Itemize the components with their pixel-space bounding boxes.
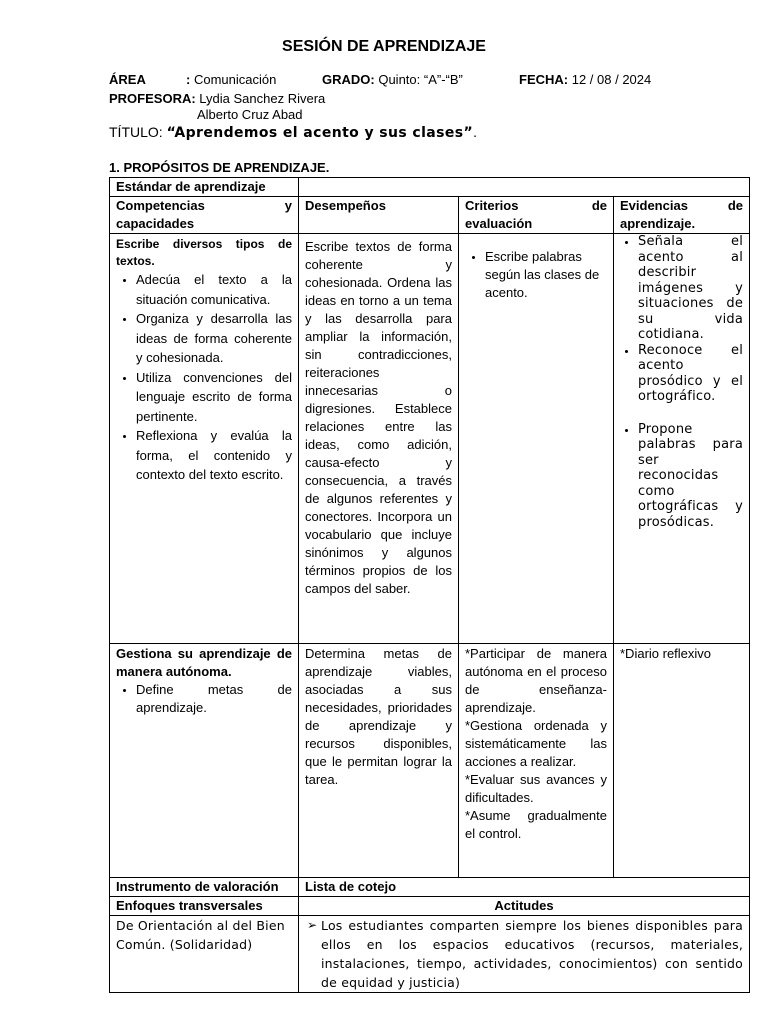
propositos-table [109,177,750,993]
profesora-second: Alberto Cruz Abad [197,107,303,122]
list-item: • Reflexiona y evalúa la forma, el contenido y contexto del texto escrito. [136,426,292,485]
header-evidencias: Evidencias de aprendizaje. [614,197,750,234]
actitud-cell [299,916,750,993]
desempeno-cell-2: Determina metas de aprendizaje viables, asociadas a sus necesidades, prioridades de aprendizaje y recursos disponibles, que le permitan lograr la tarea. [299,644,459,878]
header-criterios: Criterios de evaluación [459,197,614,234]
profesora-field: PROFESORA: Lydia Sanchez Rivera [109,91,326,106]
estandar-value-cell [299,178,750,197]
list-item: • Organiza y desarrolla las ideas de forma coherente y cohesionada. [136,309,292,368]
evidencias-cell-1 [614,234,750,644]
header-competencias: Competencias y capacidades [110,197,299,234]
list-item: • Reconoce el acento prosódico y el ortográfico. [638,343,743,405]
criterio-cell-2 [459,644,614,878]
page-title: SESIÓN DE APRENDIZAJE [282,38,486,55]
competencia-cell-1 [110,234,299,644]
criterio-line: *Asume gradualmente el control. [465,808,607,841]
enfoque-cell: De Orientación al del Bien Común. (Solidaridad) [110,916,299,993]
grado-field: GRADO: Quinto: “A”-“B” [322,72,463,87]
area-value: : Comunicación [186,72,277,87]
list-item: ➢ Los estudiantes comparten siempre los bienes disponibles para ellos en los espacios educativos (recursos, materiales, instalaciones, tiempo, actividades, conocimientos) con sentido de equidad y justicia) [321,916,743,992]
list-item: • Adecúa el texto a la situación comunicativa. [136,270,292,309]
list-item: • Utiliza convenciones del lenguaje escrito de forma pertinente. [136,368,292,427]
competencia-cell-2 [110,644,299,878]
criterio-line: *Gestiona ordenada y sistemáticamente las acciones a realizar. [465,718,607,769]
enfoques-label: Enfoques transversales [110,897,299,916]
criterio-line: *Participar de manera autónoma en el proceso de enseñanza-aprendizaje. [465,646,607,715]
list-item: • Define metas de aprendizaje. [136,681,292,717]
estandar-cell: Estándar de aprendizaje [110,178,299,197]
criterio-line: *Evaluar sus avances y dificultades. [465,772,607,805]
titulo-field: TÍTULO: “Aprendemos el acento y sus clases”. [109,124,477,141]
list-item: • Señala el acento al describir imágenes y situaciones de su vida cotidiana. [638,234,743,343]
list-item: • Escribe palabras según las clases de acento. [485,248,607,302]
header-desempenos: Desempeños [299,197,459,234]
instrumento-label: Instrumento de valoración [110,878,299,897]
competencia-title: Gestiona su aprendizaje de manera autónoma. [116,646,292,679]
criterio-cell-1 [459,234,614,644]
section-heading: 1. PROPÓSITOS DE APRENDIZAJE. [109,160,330,175]
actitudes-label: Actitudes [299,897,750,916]
area-label: ÁREA [109,72,146,87]
evidencia-cell-2: *Diario reflexivo [614,644,750,878]
instrumento-value: Lista de cotejo [299,878,750,897]
list-item: • Propone palabras para ser reconocidas como ortográficas y prosódicas. [638,422,743,531]
desempeno-cell-1: Escribe textos de forma coherente y cohesionada. Ordena las ideas en torno a un tema y las desarrolla para ampliar la información, sin contradicciones, reiteraciones innecesarias o digresiones. Establece relaciones entre las ideas, como adición, causa-efecto y consecuencia, a través de algunos referentes y conectores. Incorpora un vocabulario que incluye sinónimos y algunos términos propios de los campos del saber. [299,234,459,644]
fecha-field: FECHA: 12 / 08 / 2024 [519,72,652,87]
competencia-title: Escribe diversos tipos de textos. [116,237,292,268]
